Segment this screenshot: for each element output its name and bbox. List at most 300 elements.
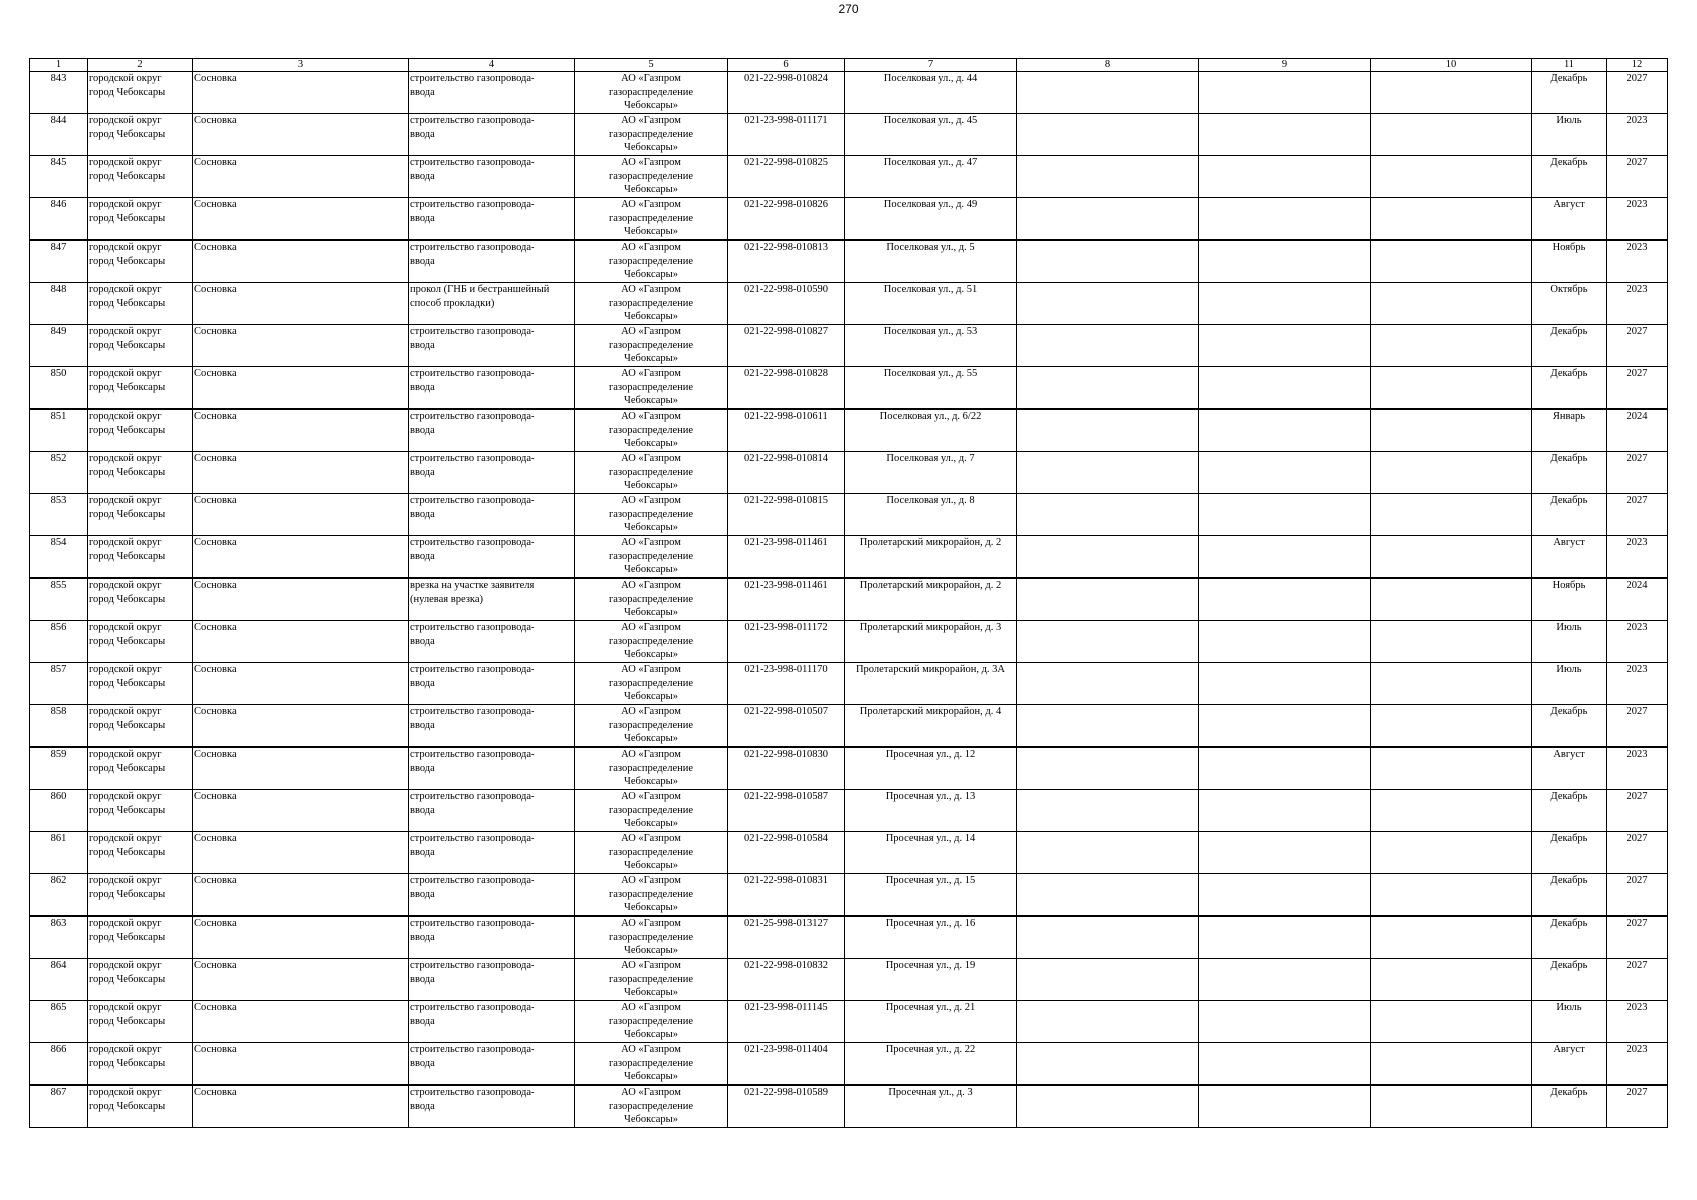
organization-cell-line: Чебоксары»: [624, 733, 678, 744]
work-type-cell: [409, 578, 575, 621]
month-cell: Ноябрь: [1532, 578, 1607, 621]
year-cell: 2023: [1607, 240, 1668, 283]
locality-cell: Сосновка: [193, 832, 409, 874]
work-type-cell: [409, 283, 575, 325]
month-cell: Октябрь: [1532, 283, 1607, 325]
empty-cell-9: [1199, 494, 1371, 536]
month-cell: Июль: [1532, 1001, 1607, 1043]
work-type-cell-line: строительство газопровода-: [410, 453, 535, 464]
empty-cell-9: [1199, 663, 1371, 705]
month-cell: Декабрь: [1532, 705, 1607, 748]
district-cell-line: город Чебоксары: [89, 973, 166, 985]
district-cell-line: город Чебоксары: [89, 86, 166, 98]
organization-cell-line: АО «Газпром: [621, 326, 681, 337]
district-cell: [88, 283, 193, 325]
organization-cell-line: газораспределение: [608, 677, 694, 689]
empty-cell-9: [1199, 578, 1371, 621]
empty-cell-8: [1017, 494, 1199, 536]
district-cell: [88, 240, 193, 283]
table-row: [30, 114, 1668, 156]
row-number-cell: 867: [30, 1085, 88, 1128]
work-type-cell-line: строительство газопровода-: [410, 833, 535, 844]
application-code-cell: 021-22-998-010590: [728, 283, 845, 325]
organization-cell: [575, 621, 728, 663]
year-cell: 2023: [1607, 663, 1668, 705]
organization-cell-line: АО «Газпром: [621, 1044, 681, 1055]
district-cell: [88, 1043, 193, 1086]
district-cell-line: город Чебоксары: [89, 762, 166, 774]
empty-cell-9: [1199, 621, 1371, 663]
organization-cell: [575, 790, 728, 832]
organization-cell: [575, 916, 728, 959]
locality-cell: Сосновка: [193, 72, 409, 114]
empty-cell-10: [1371, 114, 1532, 156]
district-cell-line: город Чебоксары: [89, 888, 166, 900]
table-row: [30, 959, 1668, 1001]
district-cell-line: городской округ: [89, 791, 162, 802]
empty-cell-9: [1199, 747, 1371, 790]
organization-cell-line: Чебоксары»: [624, 607, 678, 618]
row-number-cell: 864: [30, 959, 88, 1001]
empty-cell-8: [1017, 367, 1199, 410]
district-cell: [88, 409, 193, 452]
row-number-cell: 843: [30, 72, 88, 114]
work-type-cell-line: строительство газопровода-: [410, 115, 535, 126]
organization-cell-line: Чебоксары»: [624, 691, 678, 702]
work-type-cell-line: строительство газопровода-: [410, 960, 535, 971]
organization-cell: [575, 705, 728, 748]
application-code-cell: 021-22-998-010584: [728, 832, 845, 874]
organization-cell: [575, 874, 728, 917]
year-cell: 2027: [1607, 916, 1668, 959]
organization-cell: [575, 536, 728, 579]
organization-cell-line: газораспределение: [608, 466, 694, 478]
table-row: [30, 452, 1668, 494]
organization-cell-line: АО «Газпром: [621, 1002, 681, 1013]
district-cell: [88, 705, 193, 748]
organization-cell-line: АО «Газпром: [621, 115, 681, 126]
year-cell: 2023: [1607, 114, 1668, 156]
work-type-cell-line: ввода: [410, 381, 435, 393]
organization-cell-line: Чебоксары»: [624, 818, 678, 829]
empty-cell-8: [1017, 916, 1199, 959]
empty-cell-8: [1017, 240, 1199, 283]
empty-cell-8: [1017, 663, 1199, 705]
district-cell: [88, 367, 193, 410]
work-type-cell-line: ввода: [410, 550, 435, 562]
table-row: [30, 409, 1668, 452]
address-cell: Пролетарский микрорайон, д. 3А: [845, 663, 1017, 705]
district-cell-line: город Чебоксары: [89, 635, 166, 647]
application-code-cell: 021-22-998-010507: [728, 705, 845, 748]
column-header: 6: [728, 59, 845, 72]
table-row: [30, 1043, 1668, 1086]
empty-cell-8: [1017, 790, 1199, 832]
organization-cell-line: АО «Газпром: [621, 875, 681, 886]
work-type-cell-line: ввода: [410, 931, 435, 943]
application-code-cell: 021-22-998-010826: [728, 198, 845, 241]
address-cell: Поселковая ул., д. 53: [845, 325, 1017, 367]
organization-cell: [575, 72, 728, 114]
work-type-cell-line: ввода: [410, 888, 435, 900]
empty-cell-9: [1199, 959, 1371, 1001]
work-type-cell: [409, 325, 575, 367]
month-cell: Декабрь: [1532, 959, 1607, 1001]
work-type-cell-line: строительство газопровода-: [410, 242, 535, 253]
empty-cell-9: [1199, 452, 1371, 494]
work-type-cell-line: строительство газопровода-: [410, 706, 535, 717]
district-cell-line: городской округ: [89, 1044, 162, 1055]
row-number-cell: 858: [30, 705, 88, 748]
empty-cell-10: [1371, 790, 1532, 832]
table-row: [30, 790, 1668, 832]
empty-cell-9: [1199, 536, 1371, 579]
application-code-cell: 021-25-998-013127: [728, 916, 845, 959]
work-type-cell-line: ввода: [410, 804, 435, 816]
gas-connection-schedule-table: [29, 58, 1668, 1128]
application-code-cell: 021-22-998-010830: [728, 747, 845, 790]
locality-cell: Сосновка: [193, 578, 409, 621]
month-cell: Декабрь: [1532, 832, 1607, 874]
locality-cell: Сосновка: [193, 156, 409, 198]
address-cell: Пролетарский микрорайон, д. 4: [845, 705, 1017, 748]
empty-cell-8: [1017, 283, 1199, 325]
empty-cell-10: [1371, 240, 1532, 283]
application-code-cell: 021-22-998-010611: [728, 409, 845, 452]
address-cell: Пролетарский микрорайон, д. 3: [845, 621, 1017, 663]
district-cell-line: городской округ: [89, 326, 162, 337]
organization-cell: [575, 494, 728, 536]
work-type-cell: [409, 1085, 575, 1128]
district-cell-line: город Чебоксары: [89, 170, 166, 182]
organization-cell-line: газораспределение: [608, 86, 694, 98]
organization-cell-line: АО «Газпром: [621, 157, 681, 168]
organization-cell-line: газораспределение: [608, 297, 694, 309]
month-cell: Август: [1532, 198, 1607, 241]
work-type-cell: [409, 240, 575, 283]
row-number-cell: 851: [30, 409, 88, 452]
district-cell-line: городской округ: [89, 199, 162, 210]
organization-cell-line: АО «Газпром: [621, 242, 681, 253]
district-cell-line: городской округ: [89, 495, 162, 506]
work-type-cell-line: ввода: [410, 339, 435, 351]
month-cell: Декабрь: [1532, 916, 1607, 959]
organization-cell: [575, 240, 728, 283]
table-body: [30, 72, 1668, 1128]
organization-cell-line: газораспределение: [608, 550, 694, 562]
district-cell-line: городской округ: [89, 622, 162, 633]
district-cell-line: город Чебоксары: [89, 297, 166, 309]
work-type-cell-line: строительство газопровода-: [410, 664, 535, 675]
application-code-cell: 021-23-998-011404: [728, 1043, 845, 1086]
locality-cell: Сосновка: [193, 494, 409, 536]
month-cell: Декабрь: [1532, 367, 1607, 410]
year-cell: 2027: [1607, 832, 1668, 874]
district-cell-line: городской округ: [89, 537, 162, 548]
column-header: 3: [193, 59, 409, 72]
district-cell-line: городской округ: [89, 580, 162, 591]
organization-cell-line: газораспределение: [608, 762, 694, 774]
empty-cell-8: [1017, 325, 1199, 367]
district-cell: [88, 536, 193, 579]
organization-cell-line: АО «Газпром: [621, 580, 681, 591]
empty-cell-10: [1371, 494, 1532, 536]
organization-cell-line: газораспределение: [608, 381, 694, 393]
work-type-cell: [409, 1001, 575, 1043]
address-cell: Поселковая ул., д. 47: [845, 156, 1017, 198]
district-cell-line: городской округ: [89, 242, 162, 253]
empty-cell-10: [1371, 959, 1532, 1001]
work-type-cell-line: ввода: [410, 86, 435, 98]
month-cell: Декабрь: [1532, 325, 1607, 367]
application-code-cell: 021-22-998-010827: [728, 325, 845, 367]
month-cell: Декабрь: [1532, 494, 1607, 536]
district-cell: [88, 747, 193, 790]
organization-cell-line: газораспределение: [608, 888, 694, 900]
work-type-cell-line: ввода: [410, 635, 435, 647]
empty-cell-9: [1199, 367, 1371, 410]
district-cell-line: город Чебоксары: [89, 128, 166, 140]
district-cell: [88, 1001, 193, 1043]
organization-cell: [575, 959, 728, 1001]
work-type-cell: [409, 621, 575, 663]
district-cell-line: городской округ: [89, 453, 162, 464]
work-type-cell-line: строительство газопровода-: [410, 537, 535, 548]
district-cell-line: город Чебоксары: [89, 339, 166, 351]
year-cell: 2027: [1607, 705, 1668, 748]
work-type-cell-line: ввода: [410, 1100, 435, 1112]
application-code-cell: 021-23-998-011171: [728, 114, 845, 156]
empty-cell-9: [1199, 1043, 1371, 1086]
month-cell: Август: [1532, 536, 1607, 579]
address-cell: Просечная ул., д. 22: [845, 1043, 1017, 1086]
application-code-cell: 021-22-998-010832: [728, 959, 845, 1001]
row-number-cell: 866: [30, 1043, 88, 1086]
organization-cell: [575, 452, 728, 494]
column-header: 5: [575, 59, 728, 72]
empty-cell-8: [1017, 959, 1199, 1001]
address-cell: Поселковая ул., д. 7: [845, 452, 1017, 494]
column-header: 2: [88, 59, 193, 72]
table-row: [30, 874, 1668, 917]
district-cell-line: городской округ: [89, 706, 162, 717]
work-type-cell: [409, 536, 575, 579]
work-type-cell: [409, 72, 575, 114]
district-cell: [88, 874, 193, 917]
empty-cell-10: [1371, 283, 1532, 325]
work-type-cell: [409, 198, 575, 241]
empty-cell-8: [1017, 578, 1199, 621]
locality-cell: Сосновка: [193, 621, 409, 663]
empty-cell-10: [1371, 1043, 1532, 1086]
district-cell: [88, 832, 193, 874]
work-type-cell-line: ввода: [410, 255, 435, 267]
table-row: [30, 198, 1668, 241]
month-cell: Декабрь: [1532, 72, 1607, 114]
organization-cell: [575, 747, 728, 790]
empty-cell-8: [1017, 1085, 1199, 1128]
work-type-cell-line: строительство газопровода-: [410, 157, 535, 168]
column-header: 1: [30, 59, 88, 72]
application-code-cell: 021-22-998-010828: [728, 367, 845, 410]
work-type-cell-line: строительство газопровода-: [410, 622, 535, 633]
work-type-cell-line: строительство газопровода-: [410, 411, 535, 422]
address-cell: Поселковая ул., д. 44: [845, 72, 1017, 114]
year-cell: 2027: [1607, 1085, 1668, 1128]
district-cell-line: городской округ: [89, 875, 162, 886]
application-code-cell: 021-22-998-010589: [728, 1085, 845, 1128]
work-type-cell-line: ввода: [410, 846, 435, 858]
work-type-cell-line: строительство газопровода-: [410, 1087, 535, 1098]
empty-cell-9: [1199, 1085, 1371, 1128]
organization-cell-line: газораспределение: [608, 593, 694, 605]
table-row: [30, 494, 1668, 536]
year-cell: 2024: [1607, 578, 1668, 621]
address-cell: Пролетарский микрорайон, д. 2: [845, 536, 1017, 579]
month-cell: Декабрь: [1532, 790, 1607, 832]
district-cell-line: городской округ: [89, 960, 162, 971]
organization-cell: [575, 409, 728, 452]
organization-cell-line: АО «Газпром: [621, 411, 681, 422]
empty-cell-10: [1371, 578, 1532, 621]
work-type-cell-line: строительство газопровода-: [410, 875, 535, 886]
district-cell: [88, 621, 193, 663]
organization-cell: [575, 156, 728, 198]
organization-cell-line: Чебоксары»: [624, 522, 678, 533]
locality-cell: Сосновка: [193, 536, 409, 579]
organization-cell-line: Чебоксары»: [624, 564, 678, 575]
work-type-cell-line: ввода: [410, 1057, 435, 1069]
empty-cell-9: [1199, 874, 1371, 917]
organization-cell-line: АО «Газпром: [621, 73, 681, 84]
district-cell-line: город Чебоксары: [89, 381, 166, 393]
organization-cell-line: газораспределение: [608, 508, 694, 520]
empty-cell-10: [1371, 874, 1532, 917]
address-cell: Просечная ул., д. 19: [845, 959, 1017, 1001]
column-header: 10: [1371, 59, 1532, 72]
organization-cell: [575, 1001, 728, 1043]
district-cell: [88, 114, 193, 156]
table-row: [30, 705, 1668, 748]
application-code-cell: 021-22-998-010824: [728, 72, 845, 114]
empty-cell-10: [1371, 663, 1532, 705]
locality-cell: Сосновка: [193, 916, 409, 959]
application-code-cell: 021-23-998-011170: [728, 663, 845, 705]
work-type-cell: [409, 367, 575, 410]
work-type-cell: [409, 494, 575, 536]
organization-cell: [575, 198, 728, 241]
district-cell-line: город Чебоксары: [89, 508, 166, 520]
work-type-cell-line: ввода: [410, 170, 435, 182]
empty-cell-10: [1371, 156, 1532, 198]
application-code-cell: 021-23-998-011461: [728, 536, 845, 579]
table-row: [30, 536, 1668, 579]
work-type-cell: [409, 114, 575, 156]
empty-cell-8: [1017, 621, 1199, 663]
work-type-cell-line: строительство газопровода-: [410, 918, 535, 929]
organization-cell-line: газораспределение: [608, 339, 694, 351]
year-cell: 2027: [1607, 452, 1668, 494]
locality-cell: Сосновка: [193, 747, 409, 790]
organization-cell-line: АО «Газпром: [621, 453, 681, 464]
organization-cell-line: газораспределение: [608, 1015, 694, 1027]
row-number-cell: 862: [30, 874, 88, 917]
organization-cell-line: Чебоксары»: [624, 226, 678, 237]
district-cell-line: город Чебоксары: [89, 424, 166, 436]
empty-cell-8: [1017, 72, 1199, 114]
district-cell-line: город Чебоксары: [89, 804, 166, 816]
organization-cell: [575, 578, 728, 621]
table-row: [30, 1001, 1668, 1043]
organization-cell-line: АО «Газпром: [621, 960, 681, 971]
year-cell: 2023: [1607, 536, 1668, 579]
organization-cell-line: АО «Газпром: [621, 537, 681, 548]
organization-cell-line: Чебоксары»: [624, 100, 678, 111]
organization-cell: [575, 832, 728, 874]
application-code-cell: 021-23-998-011172: [728, 621, 845, 663]
address-cell: Просечная ул., д. 14: [845, 832, 1017, 874]
year-cell: 2023: [1607, 621, 1668, 663]
organization-cell-line: газораспределение: [608, 719, 694, 731]
year-cell: 2027: [1607, 367, 1668, 410]
district-cell-line: город Чебоксары: [89, 466, 166, 478]
column-header: 4: [409, 59, 575, 72]
address-cell: Просечная ул., д. 15: [845, 874, 1017, 917]
empty-cell-9: [1199, 325, 1371, 367]
work-type-cell-line: (нулевая врезка): [410, 593, 483, 605]
row-number-cell: 860: [30, 790, 88, 832]
empty-cell-10: [1371, 1001, 1532, 1043]
table-row: [30, 578, 1668, 621]
month-cell: Август: [1532, 1043, 1607, 1086]
district-cell: [88, 156, 193, 198]
application-code-cell: 021-22-998-010813: [728, 240, 845, 283]
empty-cell-9: [1199, 790, 1371, 832]
organization-cell-line: газораспределение: [608, 1100, 694, 1112]
year-cell: 2023: [1607, 1001, 1668, 1043]
organization-cell-line: Чебоксары»: [624, 184, 678, 195]
organization-cell-line: АО «Газпром: [621, 664, 681, 675]
organization-cell-line: АО «Газпром: [621, 495, 681, 506]
table-row: [30, 367, 1668, 410]
address-cell: Просечная ул., д. 21: [845, 1001, 1017, 1043]
application-code-cell: 021-23-998-011461: [728, 578, 845, 621]
address-cell: Поселковая ул., д. 55: [845, 367, 1017, 410]
organization-cell-line: газораспределение: [608, 255, 694, 267]
district-cell-line: город Чебоксары: [89, 931, 166, 943]
table-row: [30, 72, 1668, 114]
empty-cell-8: [1017, 198, 1199, 241]
organization-cell-line: АО «Газпром: [621, 749, 681, 760]
empty-cell-10: [1371, 536, 1532, 579]
locality-cell: Сосновка: [193, 198, 409, 241]
district-cell: [88, 916, 193, 959]
empty-cell-10: [1371, 325, 1532, 367]
work-type-cell-line: ввода: [410, 466, 435, 478]
work-type-cell: [409, 663, 575, 705]
work-type-cell: [409, 874, 575, 917]
district-cell-line: городской округ: [89, 284, 162, 295]
empty-cell-10: [1371, 198, 1532, 241]
row-number-cell: 861: [30, 832, 88, 874]
address-cell: Поселковая ул., д. 49: [845, 198, 1017, 241]
locality-cell: Сосновка: [193, 874, 409, 917]
work-type-cell-line: ввода: [410, 973, 435, 985]
work-type-cell-line: врезка на участке заявителя: [410, 580, 535, 591]
work-type-cell-line: строительство газопровода-: [410, 199, 535, 210]
organization-cell-line: АО «Газпром: [621, 284, 681, 295]
work-type-cell-line: ввода: [410, 212, 435, 224]
